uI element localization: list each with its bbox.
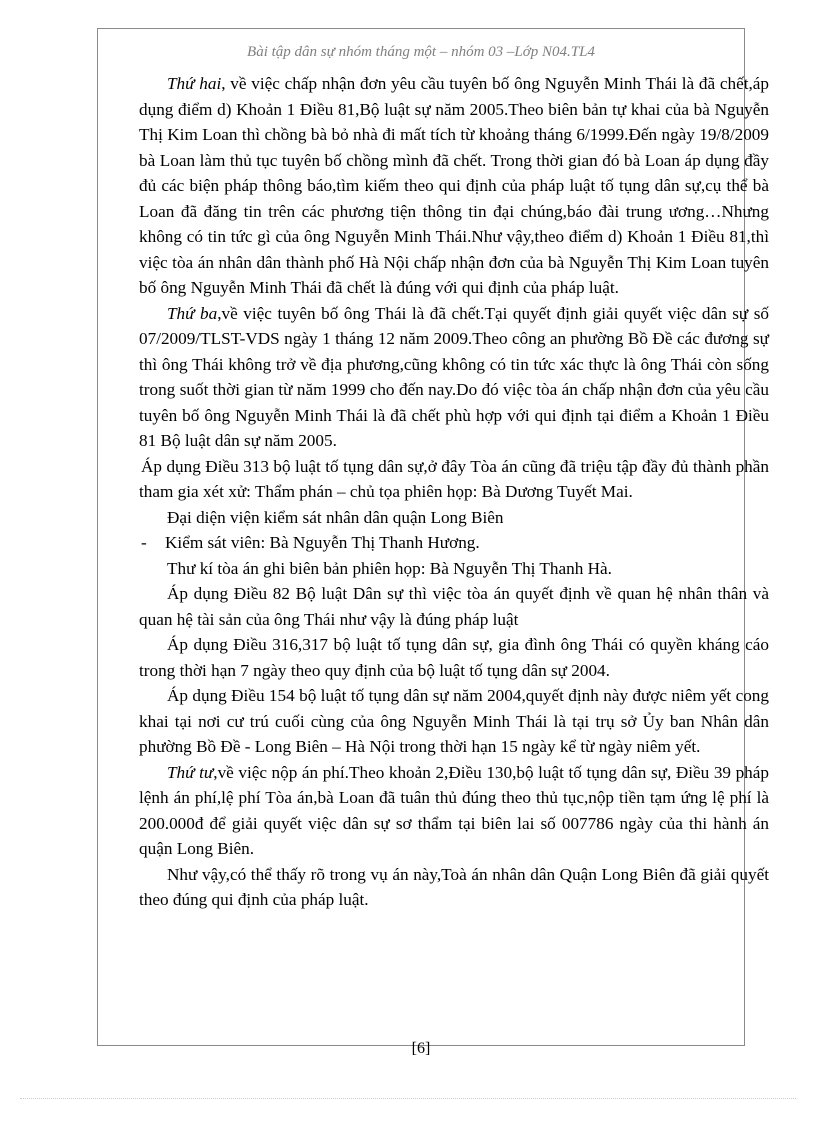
paragraph-thu-ki: Thư kí tòa án ghi biên bản phiên họp: Bà Nguyễn Thị Thanh Hà. bbox=[167, 558, 612, 578]
paragraph-dieu-316: Áp dụng Điều 316,317 bộ luật tố tụng dân sự, gia đình ông Thái có quyền kháng cáo trong thời hạn 7 ngày theo quy định của bộ luật tố tụng dân sự 2004. bbox=[139, 635, 769, 680]
paragraph-thu-hai bbox=[139, 71, 769, 301]
paragraph-text: ,về việc tuyên bố ông Thái là đã chết.Tại quyết định giải quyết việc dân sự số 07/2009/TLST-VDS ngày 1 tháng 12 năm 2009.Theo công an phường Bồ Đề các đương sự thì ông Thái không trở về địa phương,cũng không có tin tức xác thực là ông Thái còn sống trong suốt thời gian từ năm 1999 cho đến nay.Do đó việc tòa án chấp nhận đơn của yêu cầu tuyên bố ông Nguyễn Minh Thái là đã chết phù hợp với qui định tại điểm a Khoản 1 Điều 81 Bộ luật dân sự năm 2005. bbox=[139, 303, 769, 450]
paragraph-dieu-82: Áp dụng Điều 82 Bộ luật Dân sự thì việc tòa án quyết định về quan hệ nhân thân và quan hệ tài sản của ông Thái như vậy là đúng pháp luật bbox=[139, 584, 769, 629]
paragraph-text: ,về việc nộp án phí.Theo khoản 2,Điều 130,bộ luật tố tụng dân sự, Điều 39 pháp lệnh án phí,lệ phí Tòa án,bà Loan đã tuân thủ đúng theo thủ tục,nộp tiền tạm ứng lệ phí là 200.000đ để giải quyết việc dân sự sơ thẩm tại biên lai số 007786 ngày của thi hành án quận Long Biên. bbox=[139, 762, 769, 858]
page-bottom-divider bbox=[20, 1098, 796, 1099]
paragraph-dieu-154: Áp dụng Điều 154 bộ luật tố tụng dân sự năm 2004,quyết định này được niêm yết cong khai tại nơi cư trú cuối cùng của ông Nguyễn Minh Thái là tại trụ sở Ủy ban Nhân dân phường Bồ Đề - Long Biên – Hà Nội trong thời hạn 15 ngày kể từ ngày niêm yết. bbox=[139, 686, 769, 756]
list-item-text: Kiểm sát viên: Bà Nguyễn Thị Thanh Hương. bbox=[165, 533, 480, 552]
paragraph-thu-ba bbox=[139, 301, 769, 454]
paragraph-lead: Thứ tư bbox=[167, 762, 214, 782]
page-number: [6] bbox=[411, 1040, 431, 1057]
paragraph-conclusion: Như vậy,có thể thấy rõ trong vụ án này,Toà án nhân dân Quận Long Biên đã giải quyết theo đúng qui định của pháp luật. bbox=[139, 864, 769, 909]
running-header: Bài tập dân sự nhóm tháng một – nhóm 03 –Lớp N04.TL4 bbox=[247, 44, 595, 60]
paragraph-thu-tu bbox=[139, 760, 769, 862]
paragraph-vien-kiem-sat: Đại diện viện kiểm sát nhân dân quận Long Biên bbox=[167, 507, 504, 527]
document-body bbox=[139, 71, 769, 913]
paragraph-lead: Thứ ba bbox=[167, 303, 218, 323]
paragraph-dieu-313: Áp dụng Điều 313 bộ luật tố tụng dân sự,ở đây Tòa án cũng đã triệu tập đầy đủ thành phần tham gia xét xử: Thẩm phán – chủ tọa phiên họp: Bà Dương Tuyết Mai. bbox=[139, 456, 769, 501]
dash-bullet: - bbox=[141, 533, 147, 552]
paragraph-lead: Thứ hai bbox=[167, 74, 222, 93]
paragraph-text: , về việc chấp nhận đơn yêu cầu tuyên bố ông Nguyễn Minh Thái là đã chết,áp dụng điểm d) Khoản 1 Điều 81,Bộ luật sự năm 2005.Theo biên bản tự khai của bà Nguyễn Thị Kim Loan thì chồng bà bỏ nhà đi mất tích từ khoảng tháng 6/1999.Đến ngày 19/8/2009 bà Loan làm thủ tục tuyên bố chồng mình đã chết. Trong thời gian đó bà Loan áp dụng đầy đủ các biện pháp thông báo,tìm kiếm theo qui định của pháp luật tố tụng dân sự,cụ thể bà Loan đã đăng tin trên các phương tiện thông tin đại chúng,báo đài trung ương…Nhưng không có tin tức gì của ông Nguyễn Minh Thái.Như vậy,theo điểm d) Khoản 1 Điều 81,thì việc tòa án nhân dân thành phố Hà Nội chấp nhận đơn của bà Nguyễn Thị Kim Loan tuyên bố ông Nguyễn Minh Thái đã chết là đúng với qui định của pháp luật. bbox=[139, 74, 769, 297]
list-item-kiem-sat-vien bbox=[139, 530, 769, 556]
